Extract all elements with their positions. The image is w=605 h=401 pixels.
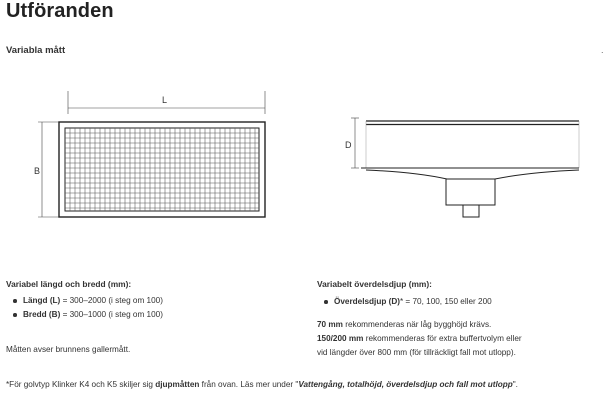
- depth-recommendations: 70 mm rekommenderas när låg bygghöjd krävs. 150/200 mm rekommenderas för extra buffertvolym eller vid längder över 800 mm (för tillräckligt fall mot utlopp).: [317, 320, 522, 357]
- footnote: *För golvtyp Klinker K4 och K5 skiljer sig djupmåtten från ovan. Läs mer under "Vattengång, totalhöjd, överdelsdjup och fall mot utlopp".: [6, 380, 518, 389]
- section-subtitle: Variabla mått: [6, 45, 66, 56]
- width-label: B: [34, 166, 41, 176]
- depth-heading: Variabelt överdelsdjup (mm):: [317, 279, 432, 289]
- outlet-body: [446, 179, 495, 205]
- length-width-list: [6, 294, 163, 322]
- outlet-pipe: [463, 205, 479, 217]
- sloped-bottom-left: [366, 170, 447, 179]
- depth-label: D: [345, 140, 352, 150]
- depth-list: [317, 295, 492, 309]
- corner-mark: .: [601, 45, 604, 55]
- sloped-bottom-right: [495, 170, 579, 179]
- list-item: Överdelsdjup (D)* = 70, 100, 150 eller 200: [317, 295, 492, 309]
- page-title: Utföranden: [6, 0, 114, 22]
- grate-grid: [65, 128, 259, 211]
- list-item: Längd (L) = 300–2000 (i steg om 100): [6, 294, 163, 308]
- top-view-drawing: [28, 88, 278, 224]
- length-width-heading: Variabel längd och bredd (mm):: [6, 279, 132, 289]
- measurement-note: Måtten avser brunnens gallermått.: [6, 345, 131, 354]
- side-view-drawing: [335, 110, 585, 222]
- length-label: L: [162, 95, 168, 105]
- list-item: Bredd (B) = 300–1000 (i steg om 100): [6, 308, 163, 322]
